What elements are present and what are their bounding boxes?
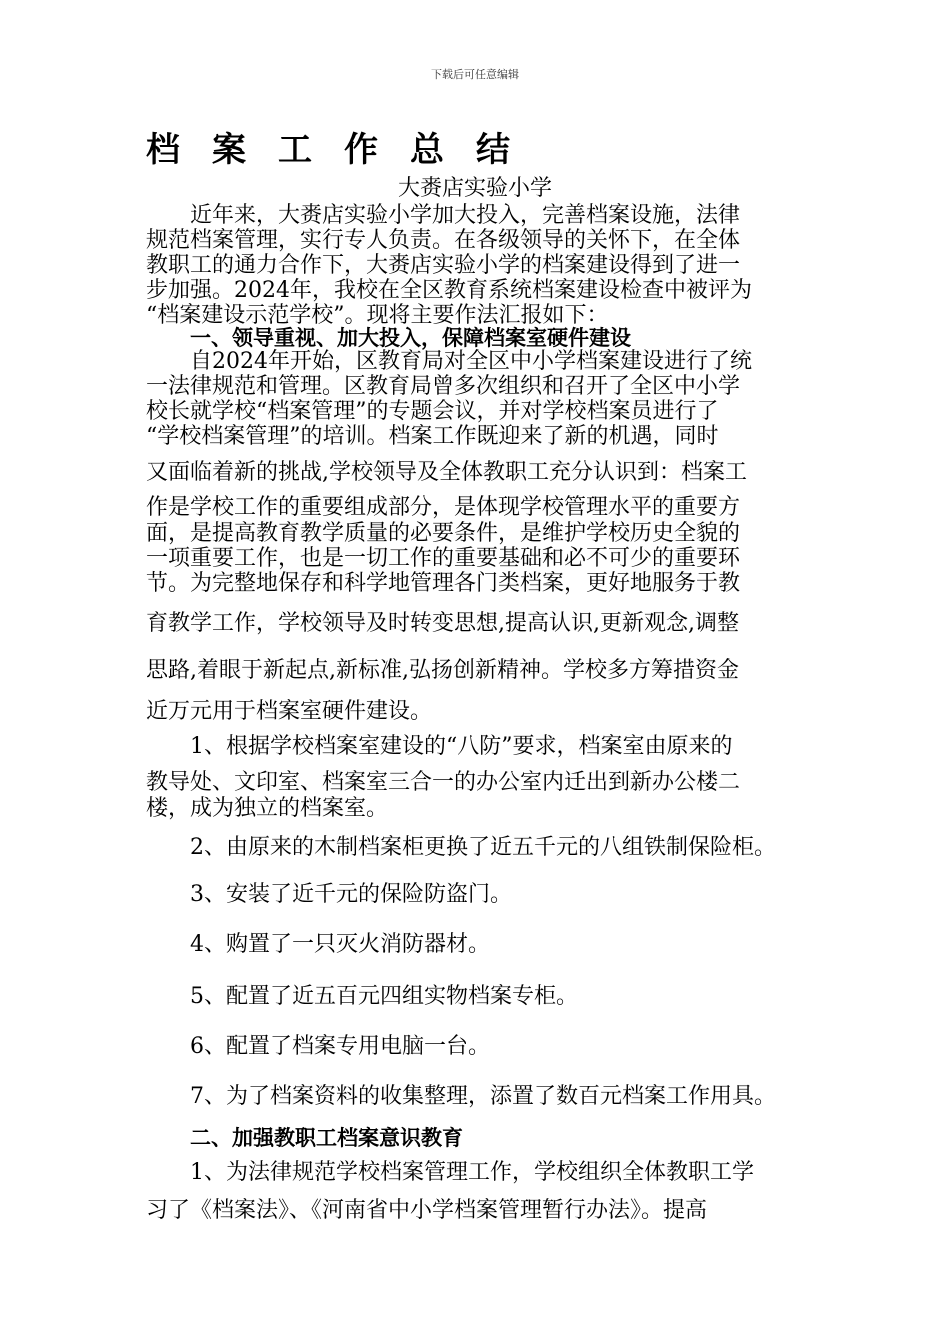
paragraph-line: 一项重要工作，也是一切工作的重要基础和必不可少的重要环: [146, 546, 741, 571]
paragraph-line: 自2024年开始，区教育局对全区中小学档案建设进行了统: [190, 349, 752, 374]
section-heading: 二、加强教职工档案意识教育: [190, 1126, 463, 1150]
paragraph-line: 楼，成为独立的档案室。: [146, 796, 389, 821]
paragraph-line: 步加强。2024年，我校在全区教育系统档案建设检查中被评为: [146, 278, 752, 303]
paragraph-line: “档案建设示范学校”。现将主要作法汇报如下：: [146, 303, 609, 328]
paragraph-line: 近年来，大赉店实验小学加大投入，完善档案设施，法律: [190, 203, 741, 228]
paragraph-line: 5、配置了近五百元四组实物档案专柜。: [190, 984, 578, 1009]
paragraph-line: 教导处、文印室、档案室三合一的办公室内迁出到新办公楼二: [146, 770, 741, 795]
paragraph-line: 7、为了档案资料的收集整理，添置了数百元档案工作用具。: [190, 1084, 776, 1109]
paragraph-line: 教职工的通力合作下，大赉店实验小学的档案建设得到了进一: [146, 253, 741, 278]
paragraph-line: 育教学工作，学校领导及时转变思想,提高认识,更新观念,调整: [146, 611, 739, 636]
paragraph-line: 1、为法律规范学校档案管理工作，学校组织全体教职工学: [190, 1160, 754, 1185]
paragraph-line: 节。为完整地保存和科学地管理各门类档案，更好地服务于教: [146, 571, 741, 596]
paragraph-line: 又面临着新的挑战,学校领导及全体教职工充分认识到：档案工: [146, 460, 747, 485]
paragraph-line: “学校档案管理”的培训。档案工作既迎来了新的机遇，同时: [146, 424, 719, 449]
section-heading: 一、领导重视、加大投入，保障档案室硬件建设: [190, 326, 631, 350]
paragraph-line: 校长就学校“档案管理”的专题会议，并对学校档案员进行了: [146, 399, 719, 424]
paragraph-line: 作是学校工作的重要组成部分，是体现学校管理水平的重要方: [146, 495, 741, 520]
paragraph-line: 习了《档案法》、《河南省中小学档案管理暂行办法》。提高: [146, 1198, 708, 1223]
paragraph-line: 1、根据学校档案室建设的“八防”要求，档案室由原来的: [190, 734, 733, 759]
author-line: 大赉店实验小学: [397, 176, 552, 201]
page-header: 下载后可任意编辑: [431, 68, 519, 81]
paragraph-line: 近万元用于档案室硬件建设。: [146, 699, 433, 724]
document-title: 档案工作总结: [146, 130, 542, 170]
paragraph-line: 规范档案管理，实行专人负责。在各级领导的关怀下，在全体: [146, 228, 741, 253]
paragraph-line: 一法律规范和管理。区教育局曾多次组织和召开了全区中小学: [146, 374, 741, 399]
paragraph-line: 4、购置了一只灭火消防器材。: [190, 932, 490, 957]
paragraph-line: 思路,着眼于新起点,新标准,弘扬创新精神。学校多方筹措资金: [146, 658, 739, 683]
paragraph-line: 6、配置了档案专用电脑一台。: [190, 1034, 490, 1059]
paragraph-line: 3、安装了近千元的保险防盗门。: [190, 882, 512, 907]
paragraph-line: 面，是提高教育教学质量的必要条件，是维护学校历史全貌的: [146, 521, 741, 546]
paragraph-line: 2、由原来的木制档案柜更换了近五千元的八组铁制保险柜。: [190, 835, 776, 860]
